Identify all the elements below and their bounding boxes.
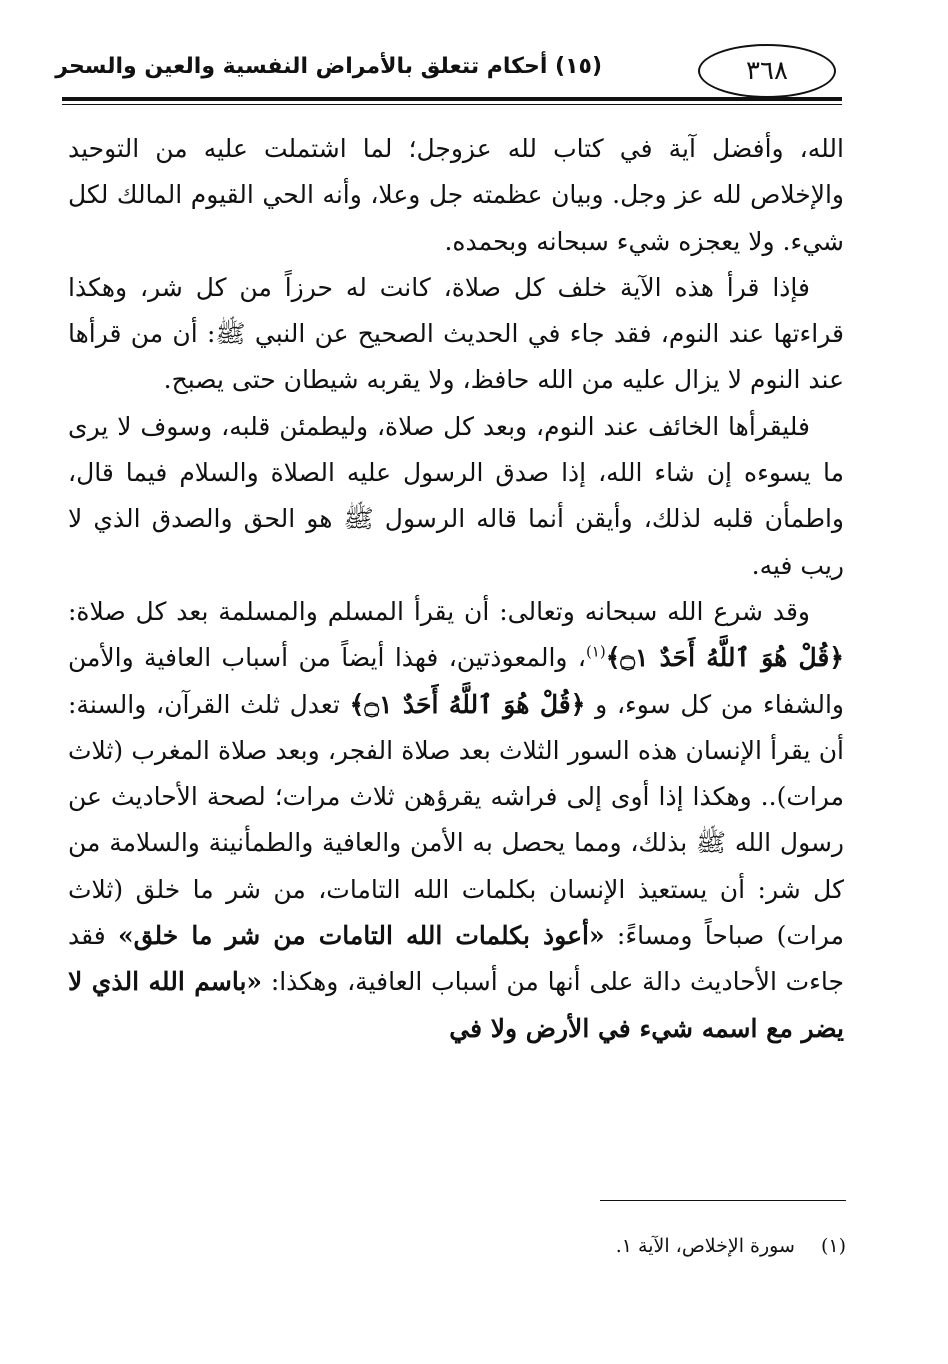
page-number: ٣٦٨ [746,56,788,86]
running-title: (١٥) أحكام تتعلق بالأمراض النفسية والعين والسحر [55,54,602,79]
paragraph-4-part-b: ، والمعوذتين، فهذا أيضاً من أسباب العافية والأمن والشفاء من كل سوء، و [68,643,845,719]
footnote-marker: (١) [820,1235,846,1257]
quran-verse-1: ﴿قُلْ هُوَ ٱللَّهُ أَحَدٌ ۝١﴾ [605,643,844,673]
paragraph-4 [68,589,844,1052]
page-header [55,44,842,106]
footnote [380,1232,846,1260]
paragraph-2: فإذا قرأ هذه الآية خلف كل صلاة، كانت له حرزاً من كل شر، وهكذا قراءتها عند النوم، فقد جاء في الحديث الصحيح عن النبي ﷺ: أن من قرأها عند النوم لا يزال عليه من الله حافظ، ولا يقربه شيطان حتى يصبح. [68,272,844,395]
paragraph-1: الله، وأفضل آية في كتاب لله عزوجل؛ لما اشتملت عليه من التوحيد والإخلاص لله عز وجل. وبيان عظمته جل وعلا، وأنه الحي القيوم المالك لكل شيء. ولا يعجزه شيء سبحانه وبحمده. [68,134,844,256]
paragraph-4-intro: وقد شرع الله سبحانه وتعالى: أن يقرأ المسلم والمسلمة بعد كل صلاة: [68,596,810,626]
footnote-separator [600,1200,846,1201]
dua-quote-2: «باسم الله الذي لا يضر مع اسمه شيء في الأرض ولا في [68,967,844,1043]
dua-quote-1: «أعوذ بكلمات الله التامات من شر ما خلق» [118,921,605,951]
footnote-text: سورة الإخلاص، الآية ١. [615,1235,795,1257]
quran-verse-2: ﴿قُلْ هُوَ ٱللَّهُ أَحَدٌ ۝١﴾ [349,689,586,719]
footnote-reference[interactable]: (١) [585,642,606,661]
page-number-badge [698,44,836,98]
body-text [68,126,844,1052]
paragraph-4-part-d: فقد جاءت الأحاديث دالة على أنها من أسباب العافية، وهكذا: [68,921,845,997]
header-rule-thick [62,97,842,101]
paragraph-3: فليقرأها الخائف عند النوم، وبعد كل صلاة، وليطمئن قلبه، وسوف لا يرى ما يسوءه إن شاء الله، إذا صدق الرسول عليه الصلاة والسلام فيما قال، واطمأن قلبه لذلك، وأيقن أنما قاله الرسول ﷺ هو الحق والصدق الذي لا ريب فيه. [68,411,844,580]
paragraph-4-part-c: تعدل ثلث القرآن، والسنة: أن يقرأ الإنسان هذه السور الثلاث بعد صلاة الفجر، وبعد صلاة المغرب (ثلاث مرات).. وهكذا إذا أوى إلى فراشه يقرؤهن ثلاث مرات؛ لصحة الأحاديث عن رسول الله ﷺ بذلك، ومما يحصل به الأمن والعافية والطمأنينة والسلامة من كل شر: أن يستعيذ الإنسان بكلمات الله التامات، من شر ما خلق (ثلاث مرات) صباحاً ومساءً: [68,689,844,951]
header-rule-thin [62,104,842,105]
